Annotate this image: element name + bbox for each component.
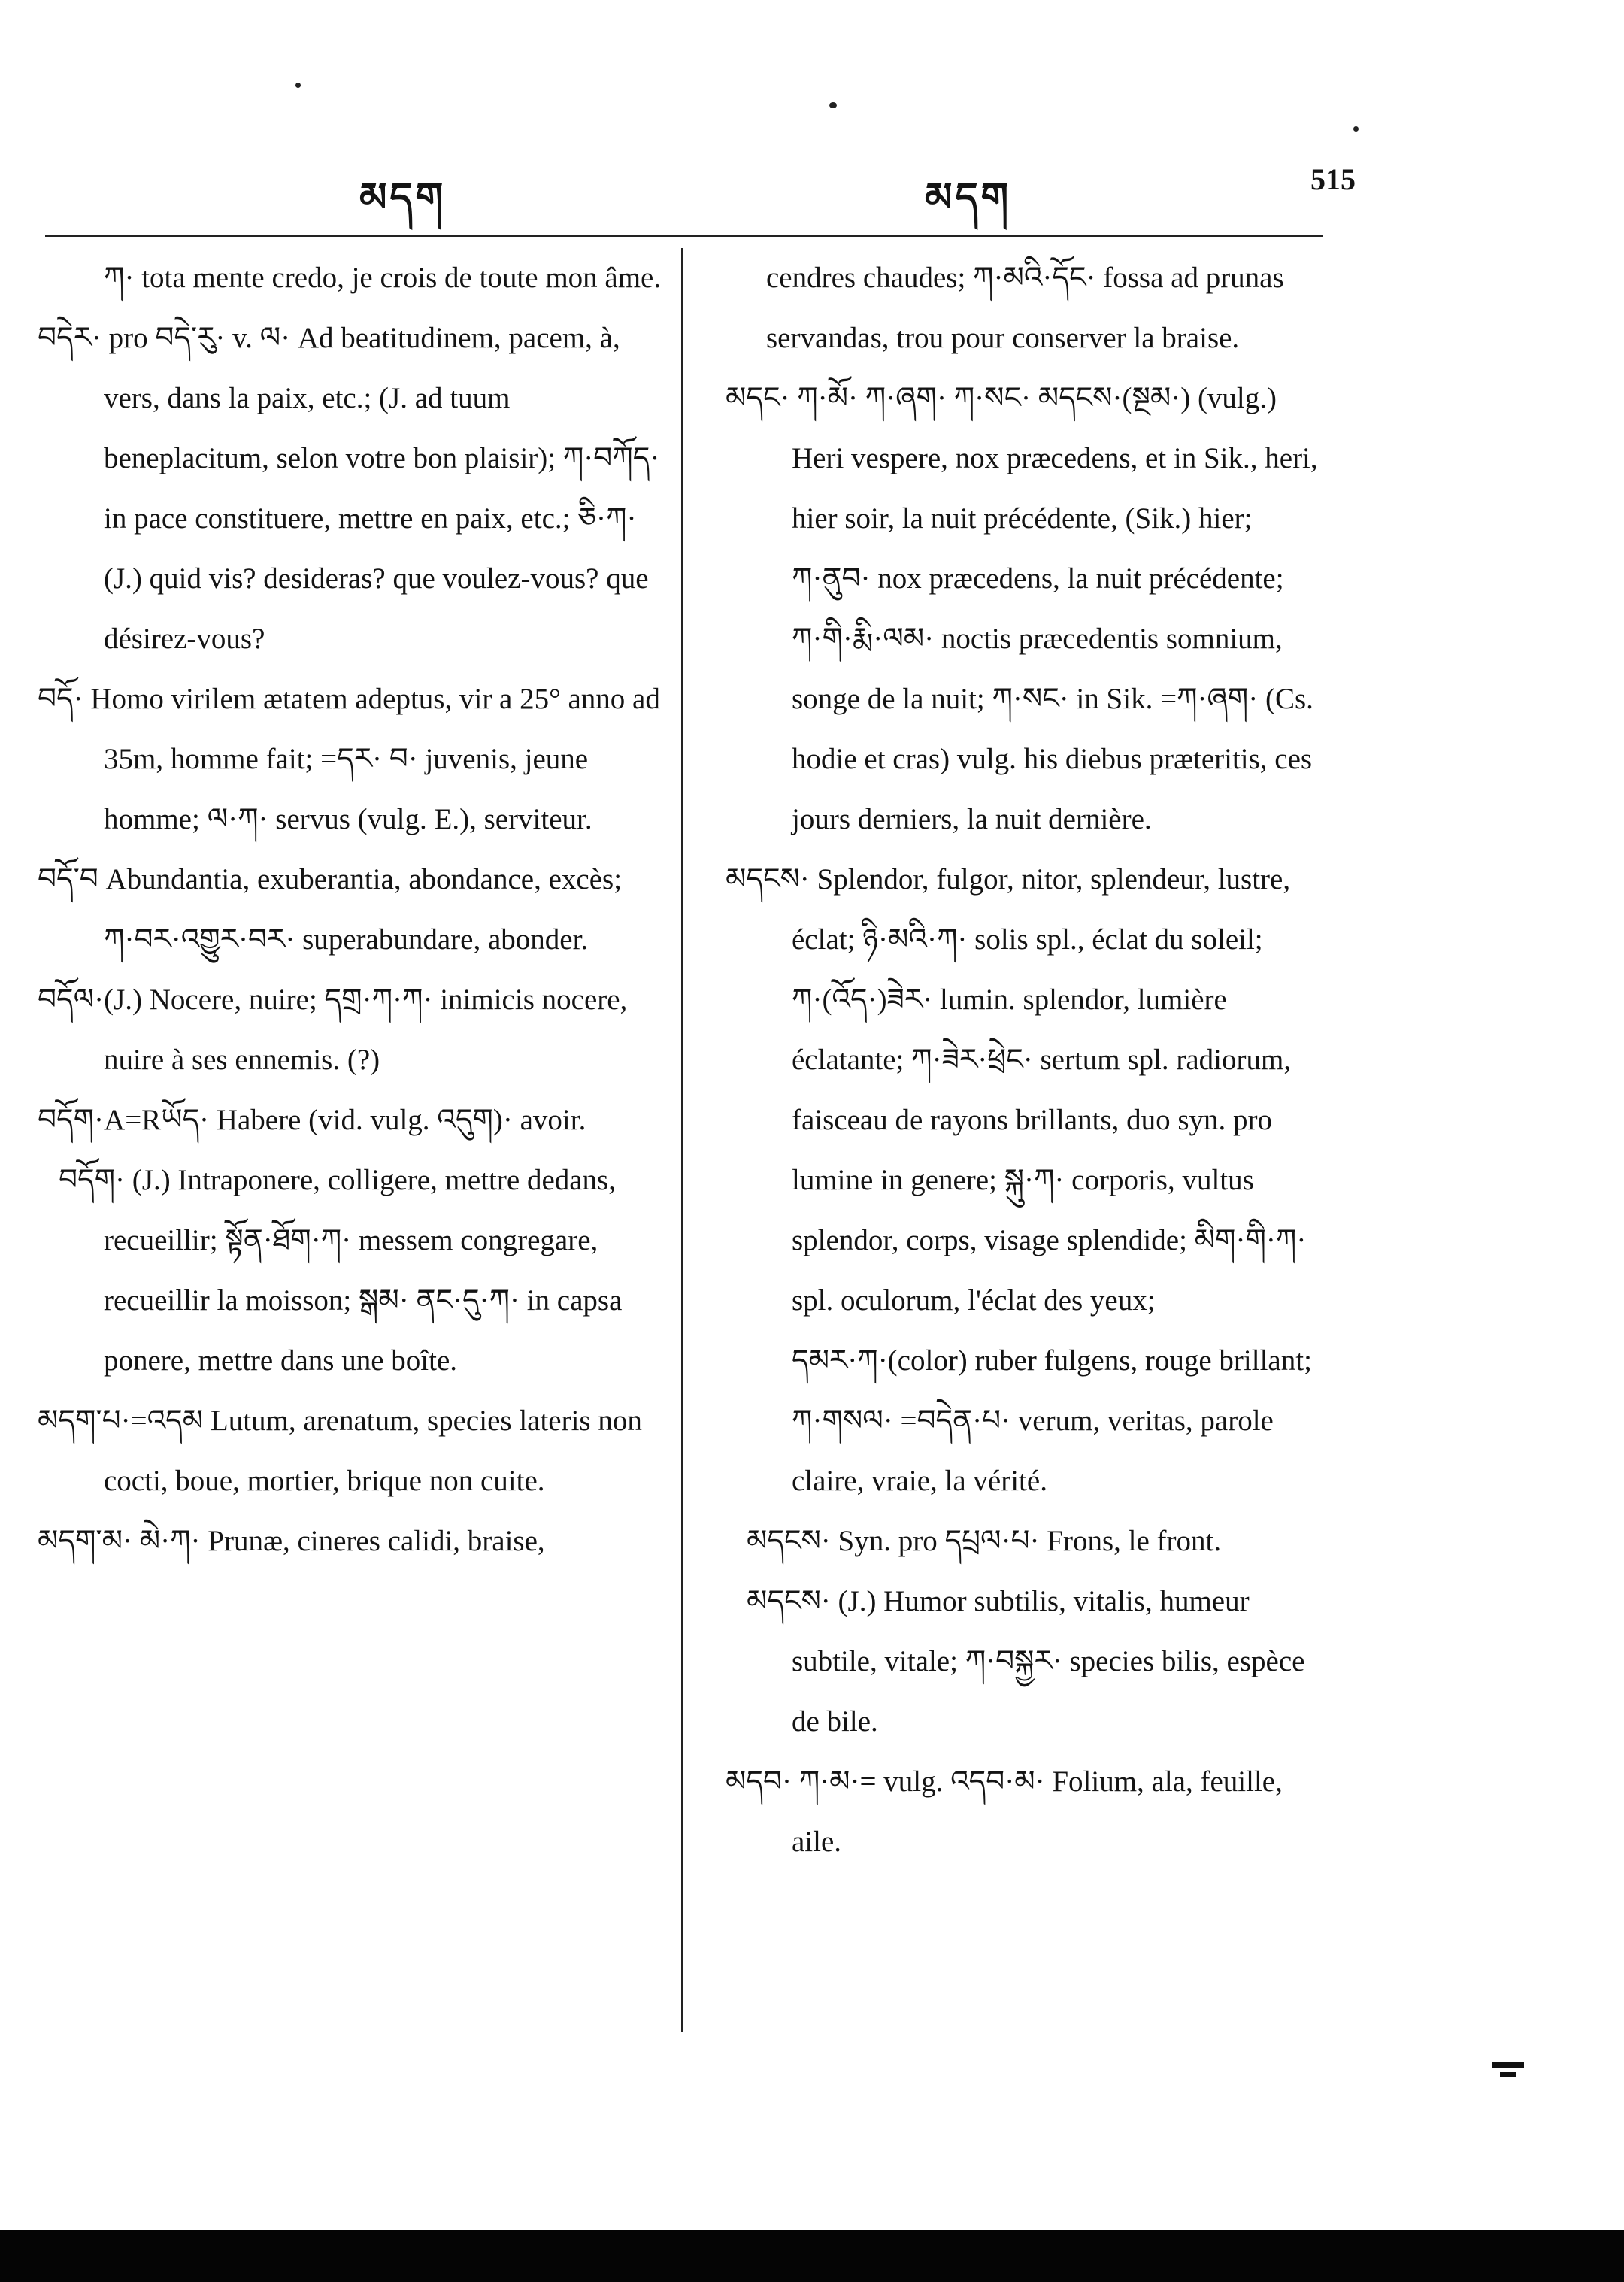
dictionary-entry: མདབ· ཀ·མ·= vulg. འདབ·མ· Folium, ala, feuille, aile. — [726, 1765, 1283, 1858]
dictionary-entry: བདོག· (J.) Intraponere, colligere, mettre dedans, recueillir; སྟོན·ཐོག·ཀ· messem congregare, recueillir la moisson; སྒམ· ནང·དུ·ཀ· in capsa ponere, mettre dans une boîte. — [59, 1164, 623, 1377]
header-rule — [45, 235, 1323, 237]
scan-speck — [295, 83, 301, 88]
dictionary-entry: མདག་མ· མེ·ཀ· Prunæ, cineres calidi, braise, — [38, 1525, 545, 1557]
scan-mark — [1492, 2062, 1524, 2068]
dictionary-entry: མདངས· (J.) Humor subtilis, vitalis, humeur subtile, vitale; ཀ·བསྐྱར· species bilis, espèce de bile. — [747, 1585, 1305, 1738]
dictionary-entry: མདངས· Splendor, fulgor, nitor, splendeur, lustre, éclat; ཉི·མའི·ཀ· solis spl., éclat du soleil; ཀ·(འོད·)ཟེར· lumin. splendor, lumière éclatante; ཀ·ཟེར·ཕྲེང· sertum spl. radiorum, faisceau de rayons brillants, duo syn. pro lumine in genere; སྐུ·ཀ· corporis, vultus splendor, corps, visage splendide; མིག·གི·ཀ· spl. oculorum, l'éclat des yeux; དམར·ཀ·(color) ruber fulgens, rouge brillant; ཀ·གསལ· =བདེན·པ· verum, veritas, parole claire, vraie, la vérité. — [726, 863, 1312, 1497]
scan-bottom-border — [0, 2230, 1624, 2282]
scan-mark — [1500, 2072, 1516, 2077]
running-head-center: མདག — [925, 174, 1012, 220]
column-separator — [681, 248, 683, 2032]
scan-speck — [829, 102, 837, 108]
dictionary-entry: བདེར· pro བདེ་རུ· v. ལ· Ad beatitudinem, pacem, à, vers, dans la paix, etc.; (J. ad tuum beneplacitum, selon votre bon plaisir); ཀ·བཀོད· in pace constituere, mettre en paix, etc.; ཅི·ཀ· (J.) quid vis? desideras? que voulez-vous? que désirez-vous? — [38, 322, 660, 655]
dictionary-entry: མདག་པ·=འདམ Lutum, arenatum, species lateris non cocti, boue, mortier, brique non cuite. — [38, 1405, 642, 1497]
scan-speck — [1353, 126, 1359, 132]
dictionary-entry: མདངས· Syn. pro དཔྲལ·པ· Frons, le front. — [747, 1525, 1222, 1557]
right-column — [726, 248, 1327, 1872]
dictionary-entry: བདོལ·(J.) Nocere, nuire; དགྲ·ཀ·ཀ· inimicis nocere, nuire à ses ennemis. (?) — [38, 983, 628, 1076]
dictionary-entry: cendres chaudes; ཀ·མའི·དོང· fossa ad prunas servandas, trou pour conserver la braise. — [766, 262, 1284, 354]
left-column — [38, 248, 669, 1571]
running-head-left: མདག — [359, 174, 447, 220]
dictionary-entry: བདོག·A=Rཡོད· Habere (vid. vulg. འདུག)· avoir. — [38, 1104, 586, 1136]
dictionary-entry: ཀ· tota mente credo, je crois de toute mon âme. — [104, 262, 662, 294]
dictionary-entry: བདོ་བ Abundantia, exuberantia, abondance, excès; ཀ·བར·འགྱུར·བར· superabundare, abonder. — [38, 863, 623, 956]
dictionary-entry: བདོ· Homo virilem ætatem adeptus, vir a 25° anno ad 35m, homme fait; =དར· བ· juvenis, jeune homme; ལ·ཀ· servus (vulg. E.), serviteur. — [38, 683, 660, 835]
page-number: 515 — [1310, 162, 1356, 196]
dictionary-entry: མདང· ཀ·མོ· ཀ·ཞག· ཀ·སང· མདངས·(སྔམ·) (vulg.) Heri vespere, nox præcedens, et in Sik., heri, hier soir, la nuit précédente, (Sik.) hier; ཀ·ནུབ· nox præcedens, la nuit précédente; ཀ·གི·རྨི·ལམ· noctis præcedentis somnium, songe de la nuit; ཀ·སང· in Sik. =ཀ·ཞག· (Cs. hodie et cras) vulg. his diebus præteritis, ces jours derniers, la nuit dernière. — [726, 382, 1318, 835]
